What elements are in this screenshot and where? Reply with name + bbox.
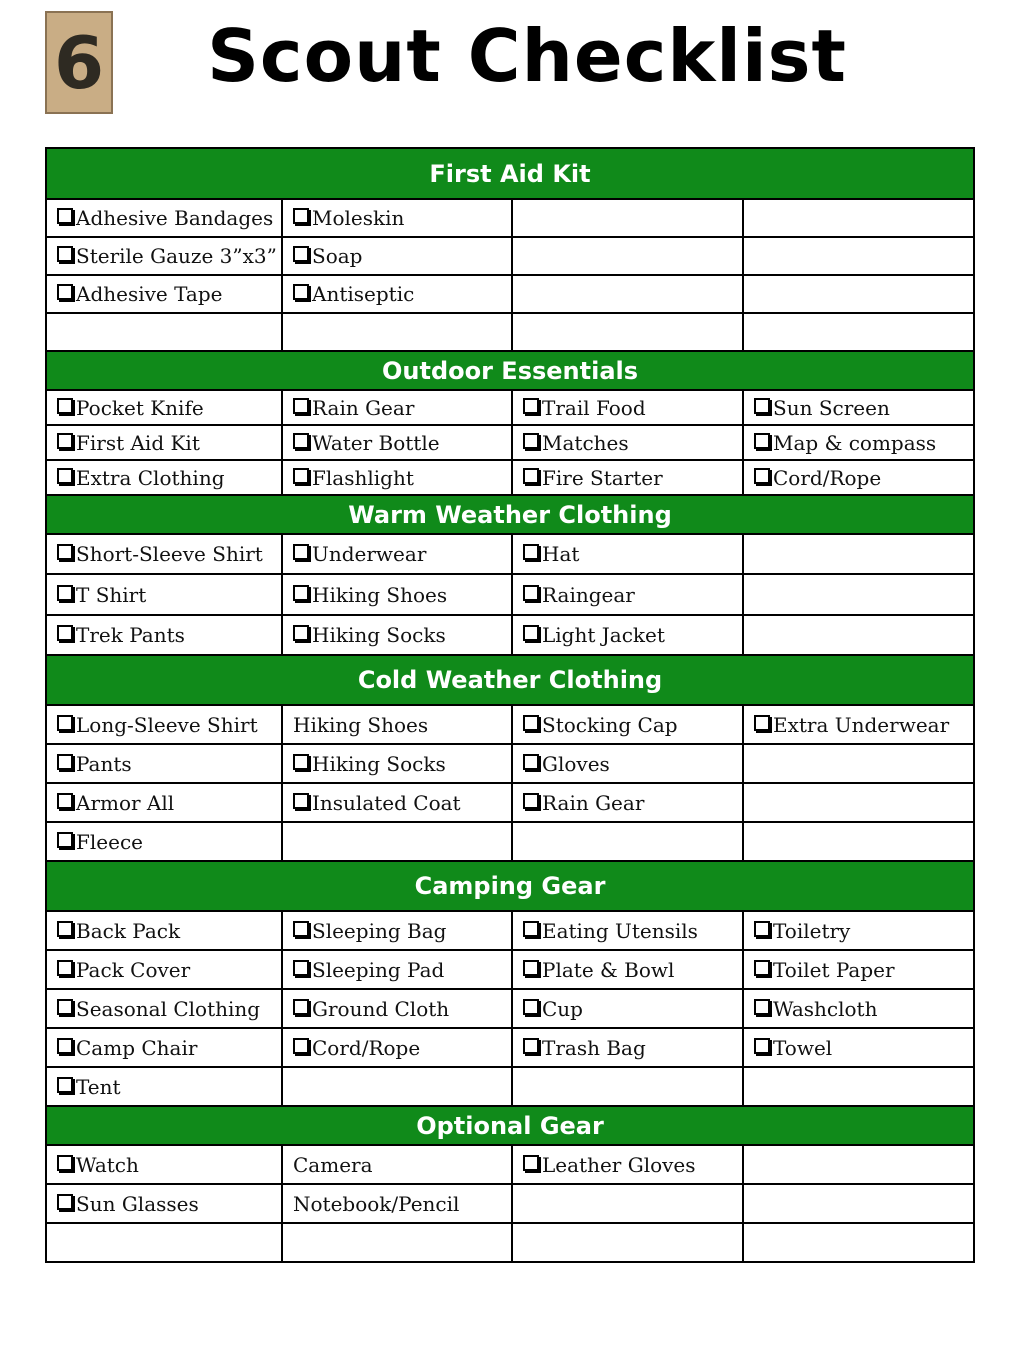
checklist-item[interactable] — [46, 574, 282, 615]
checkbox-icon[interactable] — [523, 625, 539, 641]
checklist-item[interactable] — [282, 390, 512, 425]
checkbox-icon[interactable] — [754, 921, 770, 937]
checkbox-icon[interactable] — [57, 246, 73, 262]
item-label: Fleece — [76, 829, 143, 854]
item-label: Sterile Gauze 3”x3” — [76, 244, 277, 268]
checklist-item[interactable] — [46, 1028, 282, 1067]
item-label: First Aid Kit — [76, 430, 200, 455]
checklist-item[interactable] — [46, 390, 282, 425]
checkbox-icon[interactable] — [293, 544, 309, 560]
checklist-item[interactable] — [46, 199, 282, 237]
checkbox-icon[interactable] — [293, 433, 309, 449]
checklist-item[interactable] — [46, 615, 282, 655]
checkbox-icon[interactable] — [57, 1194, 73, 1210]
item-label: Pants — [76, 751, 132, 776]
item-label: Fire Starter — [542, 465, 663, 490]
item-label: Rain Gear — [542, 790, 645, 815]
checklist-row — [46, 1067, 974, 1106]
empty-cell — [743, 237, 974, 275]
section-header-cold-weather-clothing: Cold Weather Clothing — [46, 655, 974, 705]
checkbox-icon[interactable] — [523, 1155, 539, 1171]
checkbox-icon[interactable] — [57, 999, 73, 1015]
checklist-item[interactable] — [512, 574, 743, 615]
empty-cell — [743, 744, 974, 783]
checkbox-icon[interactable] — [293, 585, 309, 601]
checklist-item[interactable] — [282, 615, 512, 655]
item-label: Soap — [312, 244, 363, 268]
empty-cell — [512, 237, 743, 275]
page-title: Scout Checklist — [207, 14, 847, 98]
checkbox-icon[interactable] — [57, 960, 73, 976]
item-label: Watch — [76, 1152, 139, 1177]
checkbox-icon[interactable] — [293, 625, 309, 641]
checkbox-icon[interactable] — [754, 715, 770, 731]
checklist-item[interactable] — [282, 237, 512, 275]
checkbox-icon[interactable] — [523, 793, 539, 809]
checklist-row — [46, 425, 974, 460]
checklist-row — [46, 911, 974, 950]
checklist-table — [45, 147, 975, 1263]
empty-cell — [743, 313, 974, 351]
checkbox-icon[interactable] — [57, 625, 73, 641]
item-label: Hiking Socks — [312, 623, 446, 647]
checkbox-icon[interactable] — [523, 960, 539, 976]
section-header-warm-weather-clothing: Warm Weather Clothing — [46, 495, 974, 534]
checkbox-icon[interactable] — [523, 468, 539, 484]
checklist-row — [46, 783, 974, 822]
checkbox-icon[interactable] — [293, 468, 309, 484]
checklist-item[interactable] — [512, 390, 743, 425]
checklist-item[interactable] — [46, 237, 282, 275]
checkbox-icon[interactable] — [293, 999, 309, 1015]
checklist-item[interactable] — [282, 1028, 512, 1067]
checkbox-icon[interactable] — [293, 793, 309, 809]
item-label: Gloves — [542, 751, 610, 776]
checklist-item[interactable] — [282, 744, 512, 783]
section-header-optional-gear: Optional Gear — [46, 1106, 974, 1145]
item-label: Sun Glasses — [76, 1191, 199, 1216]
checkbox-icon[interactable] — [57, 585, 73, 601]
item-label: Pocket Knife — [76, 395, 204, 420]
checklist-row — [46, 275, 974, 313]
checklist-row — [46, 744, 974, 783]
section-header-row — [46, 148, 974, 199]
checklist-row — [46, 615, 974, 655]
checklist-item[interactable] — [282, 460, 512, 495]
item-label: Leather Gloves — [542, 1152, 696, 1177]
checkbox-icon[interactable] — [57, 1155, 73, 1171]
item-label: Trail Food — [542, 395, 646, 420]
item-label: Sun Screen — [773, 395, 890, 420]
checkbox-icon[interactable] — [523, 715, 539, 731]
item-label: Adhesive Tape — [76, 282, 223, 306]
item-label: Hiking Shoes — [293, 712, 429, 737]
item-label: Cup — [542, 996, 583, 1021]
checklist-item[interactable] — [46, 460, 282, 495]
checkbox-icon[interactable] — [523, 1038, 539, 1054]
checklist-row — [46, 1145, 974, 1184]
item-label: Hiking Shoes — [312, 582, 448, 607]
empty-cell — [512, 1184, 743, 1223]
item-label: Seasonal Clothing — [76, 996, 261, 1021]
item-label: Cord/Rope — [312, 1035, 421, 1060]
section-header-first-aid-kit: First Aid Kit — [46, 148, 974, 199]
checklist-item[interactable] — [512, 1145, 743, 1184]
item-label: Short-Sleeve Shirt — [76, 542, 263, 566]
checklist-item[interactable] — [46, 911, 282, 950]
checkbox-icon[interactable] — [293, 754, 309, 770]
checkbox-icon[interactable] — [57, 832, 73, 848]
item-label: Pack Cover — [76, 957, 191, 982]
checkbox-icon[interactable] — [523, 999, 539, 1015]
checklist-item[interactable] — [282, 199, 512, 237]
checklist-item[interactable] — [46, 1067, 282, 1106]
checkbox-icon[interactable] — [754, 398, 770, 414]
checklist-item[interactable] — [512, 950, 743, 989]
checklist-item[interactable] — [512, 425, 743, 460]
empty-cell — [743, 199, 974, 237]
item-label: Washcloth — [773, 996, 878, 1021]
checklist-item[interactable] — [512, 783, 743, 822]
checklist-item[interactable] — [46, 783, 282, 822]
item-label: Flashlight — [312, 465, 414, 490]
checkbox-icon[interactable] — [57, 544, 73, 560]
item-label: Camp Chair — [76, 1035, 198, 1060]
checklist-item[interactable] — [743, 1028, 974, 1067]
checklist-item[interactable] — [46, 989, 282, 1028]
section-header-outdoor-essentials: Outdoor Essentials — [46, 351, 974, 390]
item-label: Trash Bag — [542, 1035, 646, 1060]
empty-cell — [512, 1223, 743, 1262]
checklist-item[interactable] — [46, 705, 282, 744]
item-label: Hiking Socks — [312, 751, 446, 776]
item-label: Map & compass — [773, 430, 937, 455]
item-label: Insulated Coat — [312, 790, 461, 815]
checklist-row — [46, 1028, 974, 1067]
item-label: Plate & Bowl — [542, 957, 675, 982]
item-label: Toiletry — [773, 918, 851, 943]
empty-cell — [743, 615, 974, 655]
checkbox-icon[interactable] — [523, 544, 539, 560]
item-label: Sleeping Pad — [312, 957, 445, 982]
checklist-item — [282, 1145, 512, 1184]
checkbox-icon[interactable] — [754, 433, 770, 449]
empty-cell — [743, 534, 974, 574]
checklist-row — [46, 1184, 974, 1223]
item-label: Moleskin — [312, 206, 405, 230]
item-label: Tent — [76, 1074, 121, 1099]
empty-cell — [512, 822, 743, 861]
checklist-item[interactable] — [743, 390, 974, 425]
item-label: Antiseptic — [312, 282, 415, 306]
checklist-item[interactable] — [282, 783, 512, 822]
empty-cell — [743, 275, 974, 313]
checkbox-icon[interactable] — [57, 433, 73, 449]
section-header-row — [46, 655, 974, 705]
checkbox-icon[interactable] — [57, 1038, 73, 1054]
section-header-row — [46, 351, 974, 390]
checkbox-icon[interactable] — [523, 585, 539, 601]
checklist-item[interactable] — [46, 275, 282, 313]
checklist-item[interactable] — [512, 460, 743, 495]
item-label: Cord/Rope — [773, 465, 882, 490]
checkbox-icon[interactable] — [523, 398, 539, 414]
empty-cell — [512, 275, 743, 313]
item-label: Ground Cloth — [312, 996, 450, 1021]
checklist-item[interactable] — [743, 989, 974, 1028]
item-label: Notebook/Pencil — [293, 1191, 460, 1216]
checklist-item[interactable] — [743, 425, 974, 460]
checkbox-icon[interactable] — [57, 921, 73, 937]
checkbox-icon[interactable] — [57, 468, 73, 484]
checklist-item[interactable] — [743, 460, 974, 495]
section-header-camping-gear: Camping Gear — [46, 861, 974, 911]
checklist-item[interactable] — [512, 744, 743, 783]
empty-cell — [743, 1184, 974, 1223]
checklist-item[interactable] — [512, 1028, 743, 1067]
checklist-item[interactable] — [282, 950, 512, 989]
item-label: Armor All — [76, 790, 175, 815]
item-label: Long-Sleeve Shirt — [76, 712, 258, 737]
checklist-item[interactable] — [46, 534, 282, 574]
checkbox-icon[interactable] — [57, 715, 73, 731]
checklist-item[interactable] — [46, 744, 282, 783]
checklist-item[interactable] — [282, 989, 512, 1028]
item-label: Trek Pants — [76, 623, 185, 647]
empty-cell — [743, 1223, 974, 1262]
item-label: Adhesive Bandages — [76, 206, 274, 230]
checklist-item[interactable] — [743, 911, 974, 950]
checklist-row — [46, 237, 974, 275]
empty-cell — [743, 1067, 974, 1106]
checklist-row — [46, 1223, 974, 1262]
checkbox-icon[interactable] — [293, 398, 309, 414]
empty-cell — [512, 1067, 743, 1106]
empty-cell — [743, 822, 974, 861]
checkbox-icon[interactable] — [57, 793, 73, 809]
item-label: Back Pack — [76, 918, 181, 943]
checkbox-icon[interactable] — [57, 754, 73, 770]
checklist-item[interactable] — [282, 425, 512, 460]
item-label: Sleeping Bag — [312, 918, 447, 943]
checklist-item[interactable] — [282, 275, 512, 313]
item-label: Stocking Cap — [542, 712, 678, 737]
checkbox-icon[interactable] — [293, 960, 309, 976]
empty-cell — [512, 313, 743, 351]
checkbox-icon[interactable] — [57, 398, 73, 414]
checklist-item[interactable] — [46, 1184, 282, 1223]
checkbox-icon[interactable] — [57, 208, 73, 224]
checklist-row — [46, 950, 974, 989]
empty-cell — [743, 574, 974, 615]
item-label: Rain Gear — [312, 395, 415, 420]
checkbox-icon[interactable] — [293, 1038, 309, 1054]
checkbox-icon[interactable] — [293, 921, 309, 937]
checklist-item[interactable] — [46, 425, 282, 460]
item-label: Light Jacket — [542, 623, 665, 647]
checkbox-icon[interactable] — [523, 754, 539, 770]
checklist-row — [46, 390, 974, 425]
checklist-item[interactable] — [46, 1145, 282, 1184]
item-label: Hat — [542, 542, 580, 566]
checkbox-icon[interactable] — [57, 284, 73, 300]
section-header-row — [46, 861, 974, 911]
checklist-row — [46, 460, 974, 495]
checkbox-icon[interactable] — [293, 284, 309, 300]
empty-cell — [282, 822, 512, 861]
checklist-item[interactable] — [282, 574, 512, 615]
checklist-item[interactable] — [743, 950, 974, 989]
checklist-row — [46, 313, 974, 351]
checkbox-icon[interactable] — [293, 208, 309, 224]
checklist-item[interactable] — [282, 534, 512, 574]
checklist-item[interactable] — [512, 705, 743, 744]
empty-cell — [282, 1067, 512, 1106]
checkbox-icon[interactable] — [754, 468, 770, 484]
checklist-item — [282, 1184, 512, 1223]
checkbox-icon[interactable] — [754, 1038, 770, 1054]
checkbox-icon[interactable] — [57, 1077, 73, 1093]
checklist-item[interactable] — [512, 615, 743, 655]
item-label: Matches — [542, 430, 629, 455]
checklist-row — [46, 989, 974, 1028]
checklist-item[interactable] — [512, 989, 743, 1028]
empty-cell — [743, 783, 974, 822]
item-label: Underwear — [312, 542, 427, 566]
checkbox-icon[interactable] — [754, 960, 770, 976]
checklist-row — [46, 199, 974, 237]
checklist-row — [46, 705, 974, 744]
empty-cell — [46, 1223, 282, 1262]
badge-numeral: 6 — [53, 20, 105, 105]
empty-cell — [282, 1223, 512, 1262]
item-label: Extra Clothing — [76, 465, 225, 490]
checkbox-icon[interactable] — [523, 433, 539, 449]
section-header-row — [46, 1106, 974, 1145]
empty-cell — [46, 313, 282, 351]
item-label: Toilet Paper — [773, 957, 895, 982]
checklist-row — [46, 574, 974, 615]
item-label: Raingear — [542, 582, 635, 607]
item-label: Water Bottle — [312, 430, 440, 455]
item-label: Eating Utensils — [542, 918, 698, 943]
empty-cell — [743, 1145, 974, 1184]
checklist-item[interactable] — [46, 822, 282, 861]
checkbox-icon[interactable] — [754, 999, 770, 1015]
checklist-row — [46, 534, 974, 574]
checklist-item[interactable] — [512, 911, 743, 950]
item-label: Camera — [293, 1152, 373, 1177]
checkbox-icon[interactable] — [293, 246, 309, 262]
checklist-item[interactable] — [743, 705, 974, 744]
checklist-item[interactable] — [512, 534, 743, 574]
checkbox-icon[interactable] — [523, 921, 539, 937]
item-label: Towel — [773, 1035, 833, 1060]
checklist-row — [46, 822, 974, 861]
empty-cell — [282, 313, 512, 351]
checklist-item — [282, 705, 512, 744]
section-header-row — [46, 495, 974, 534]
item-label: T Shirt — [76, 582, 147, 607]
checklist-item[interactable] — [282, 911, 512, 950]
empty-cell — [512, 199, 743, 237]
checklist-item[interactable] — [46, 950, 282, 989]
item-label: Extra Underwear — [773, 712, 950, 737]
